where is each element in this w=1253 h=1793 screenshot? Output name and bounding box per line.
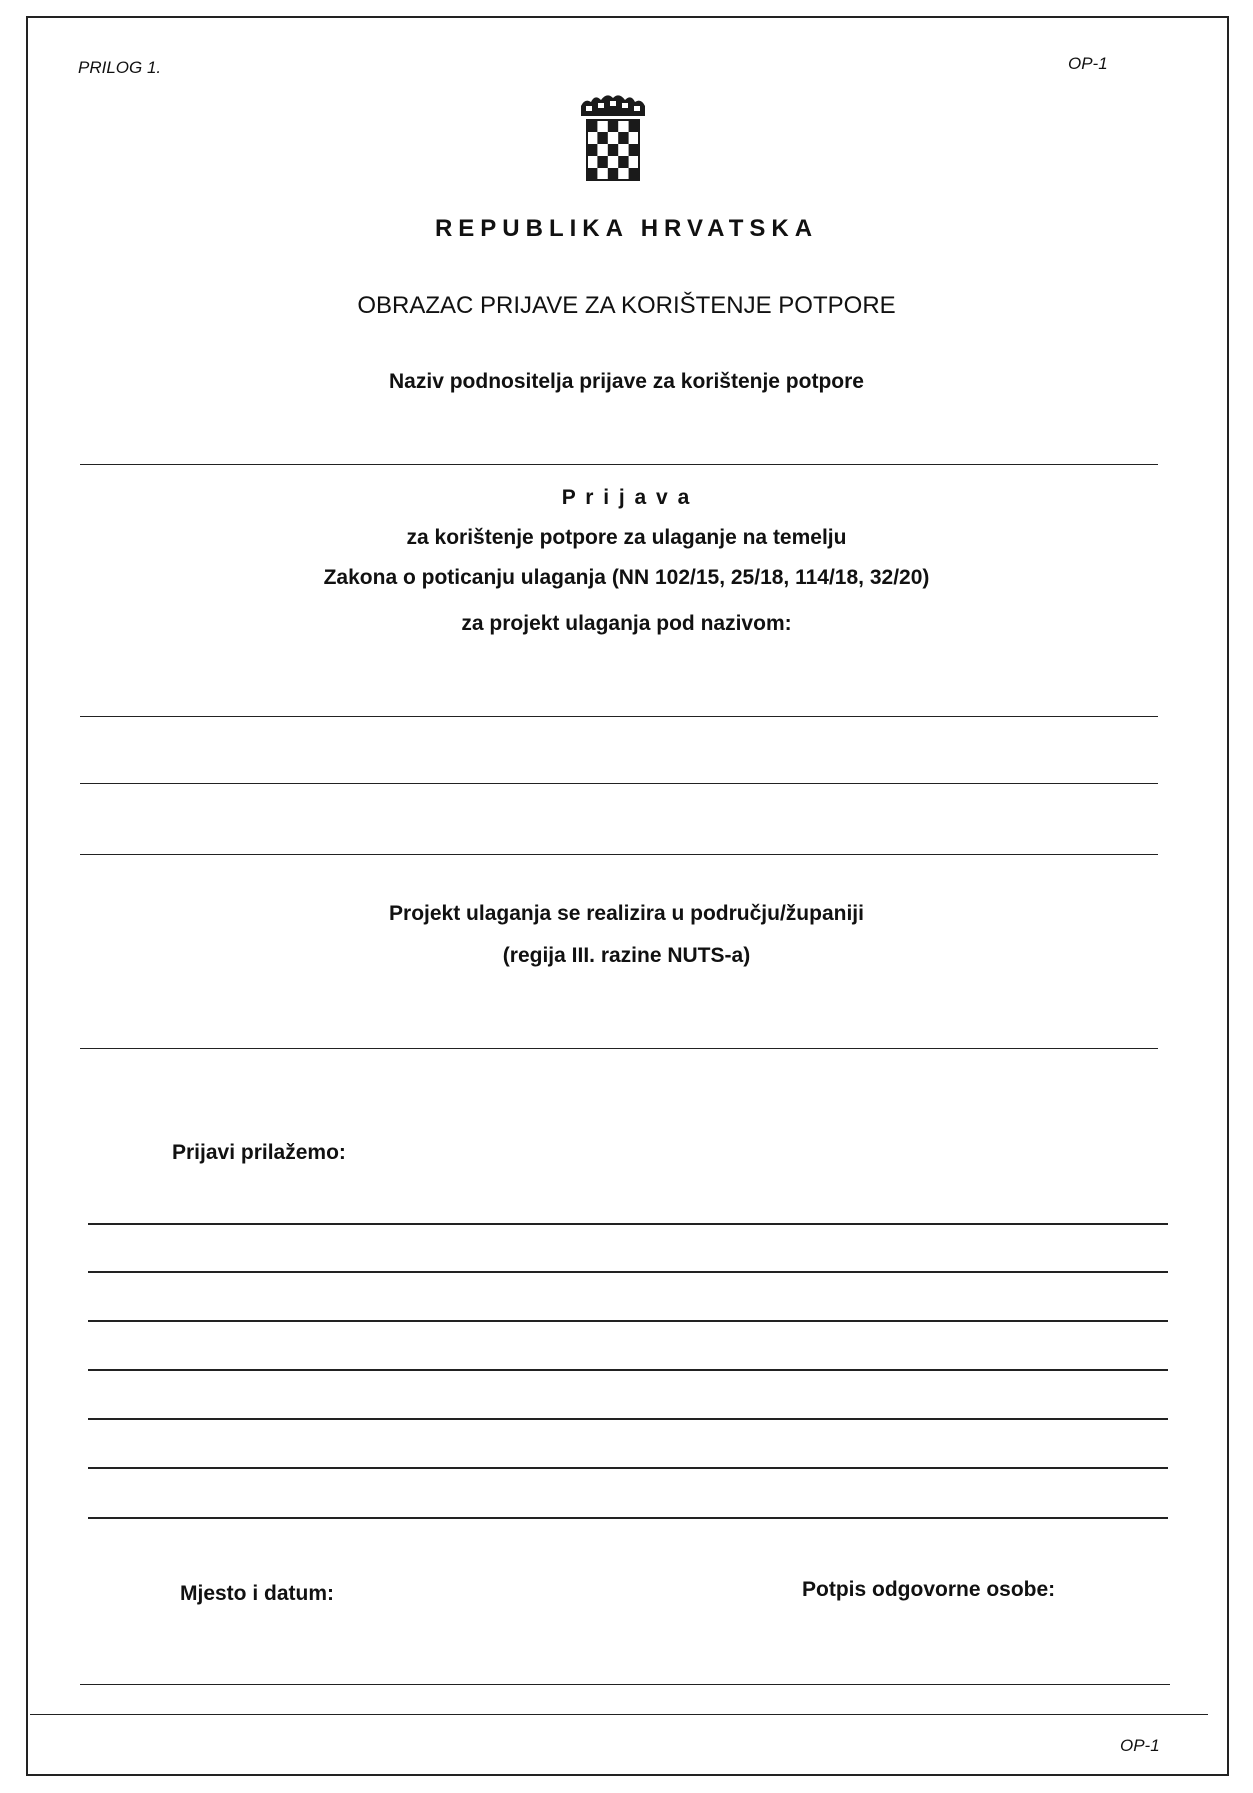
country-title: REPUBLIKA HRVATSKA <box>434 215 819 242</box>
place-date-label: Mjesto i datum: <box>180 1582 335 1605</box>
form-title: OBRAZAC PRIJAVE ZA KORIŠTENJE POTPORE <box>357 292 896 319</box>
attachment-line-3[interactable] <box>88 1320 1168 1322</box>
place-date-signature-line[interactable] <box>80 1684 1170 1685</box>
attachment-line-6[interactable] <box>88 1467 1168 1469</box>
project-name-line-2[interactable] <box>80 783 1158 784</box>
attachment-line-2[interactable] <box>88 1271 1168 1273</box>
region-line[interactable] <box>80 1048 1158 1049</box>
coat-of-arms-icon <box>577 88 649 184</box>
attachment-line-5[interactable] <box>88 1418 1168 1420</box>
application-text-1: za korištenje potpore za ulaganje na temelju <box>406 526 847 549</box>
project-name-line-1[interactable] <box>80 716 1158 717</box>
attachments-label: Prijavi prilažemo: <box>172 1141 346 1164</box>
attachment-label: PRILOG 1. <box>78 58 162 77</box>
project-name-line-3[interactable] <box>80 854 1158 855</box>
footer-separator <box>30 1714 1208 1715</box>
signature-label: Potpis odgovorne osobe: <box>802 1578 1056 1601</box>
application-text-3: za projekt ulaganja pod nazivom: <box>461 612 792 635</box>
application-heading: P r i j a v a <box>561 486 692 509</box>
page-frame <box>26 16 1229 1776</box>
attachment-line-1[interactable] <box>88 1223 1168 1225</box>
applicant-name-label: Naziv podnositelja prijave za korištenje potpore <box>389 370 864 393</box>
region-text-1: Projekt ulaganja se realizira u području/županiji <box>389 902 864 925</box>
application-text-2: Zakona o poticanju ulaganja (NN 102/15, 25/18, 114/18, 32/20) <box>323 566 930 589</box>
attachment-line-4[interactable] <box>88 1369 1168 1371</box>
attachment-line-7[interactable] <box>88 1517 1168 1519</box>
applicant-name-line[interactable] <box>80 464 1158 465</box>
form-code-bottom: OP-1 <box>1120 1736 1160 1755</box>
region-text-2: (regija III. razine NUTS-a) <box>502 944 751 967</box>
form-code-top: OP-1 <box>1068 54 1108 73</box>
